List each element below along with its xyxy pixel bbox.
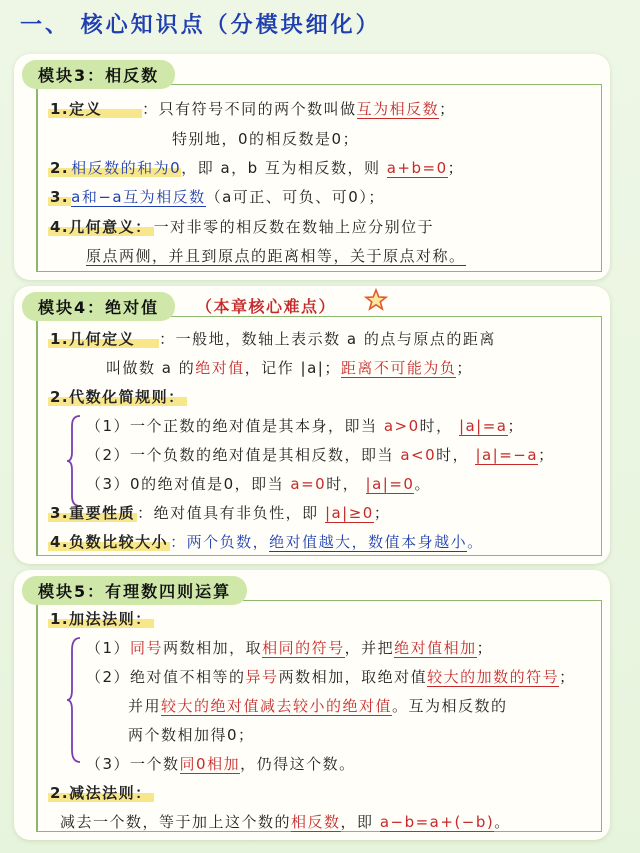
m4-geo-def: 1.几何定义 ：一般地，数轴上表示数 a 的点与原点的距离 (50, 330, 496, 348)
m4-rule-3: （3）0的绝对值是0，即当 a=0时， |a|=0。 (86, 475, 431, 493)
m4-rules-label: 2.代数化简规则： (50, 388, 185, 406)
m4-compare: 4.负数比较大小 ：两个负数，绝对值越大，数值本身越小。 (50, 533, 484, 551)
m5-add-rule-3: （3）一个数同0相加，仍得这个数。 (86, 755, 356, 773)
m4-rule-2: （2）一个负数的绝对值是其相反数，即当 a<0时， |a|=−a； (86, 446, 555, 464)
m3-sum: 2. 相反数的和为0，即 a，b 互为相反数，则 a+b=0； (50, 159, 465, 177)
m5-add-rule-2b: 并用较大的绝对值减去较小的绝对值。互为相反数的 (128, 697, 508, 715)
m5-sub-label: 2.减法法则： (50, 784, 152, 802)
m3-special: 特别地，0的相反数是0； (172, 130, 360, 148)
star-icon (364, 288, 388, 312)
m4-hard-note: （本章核心难点） (196, 297, 337, 316)
module-5-card (14, 570, 610, 840)
m4-rules-brace (66, 414, 82, 508)
m4-property: 3.重要性质 ：绝对值具有非负性，即 |a|≥0； (50, 504, 391, 522)
m3-geometry-cont: 原点两侧，并且到原点的距离相等，关于原点对称。 (86, 247, 466, 265)
m3-sum-formula: a+b=0 (386, 159, 448, 177)
m4-geo-def-cont: 叫做数 a 的绝对值，记作 |a|；距离不可能为负； (106, 359, 473, 377)
m5-sub-rule: 减去一个数，等于加上这个数的相反数，即 a−b=a+(−b)。 (60, 813, 511, 831)
m3-opposite-term: a和−a互为相反数 (71, 188, 206, 206)
m3-def-term: 互为相反数 (356, 100, 440, 118)
page-title: 一、 核心知识点（分模块细化） (20, 13, 381, 38)
module-3-tag: 模块3：相反数 (22, 60, 175, 89)
m3-def-label: 1.定义 (48, 100, 142, 118)
m5-add-rule-2c: 两个数相加得0； (128, 726, 255, 744)
m3-sum-term: 相反数的和为0 (71, 159, 182, 177)
m3-definition: 1.定义 ：只有符号不同的两个数叫做互为相反数； (50, 100, 456, 118)
m5-add-rule-1: （1）同号两数相加，取相同的符号，并把绝对值相加； (86, 639, 494, 657)
module-3-card (14, 54, 610, 280)
module-4-card (14, 286, 610, 564)
m4-nonneg-note: 距离不可能为负 (340, 359, 457, 377)
m5-add-rule-2: （2）绝对值不相等的异号两数相加，取绝对值较大的加数的符号； (86, 668, 576, 686)
m3-geometry: 4.几何意义： 一对非零的相反数在数轴上应分别位于 (50, 218, 435, 236)
m4-rule-1: （1）一个正数的绝对值是其本身，即当 a>0时， |a|=a； (86, 417, 525, 435)
m4-abs-term: 绝对值 (195, 359, 245, 377)
m5-add-label: 1.加法法则： (50, 610, 152, 628)
m5-add-brace (66, 636, 82, 764)
module-5-tag: 模块5：有理数四则运算 (22, 576, 247, 605)
module-4-tag: 模块4：绝对值 (22, 292, 175, 321)
m3-opposite: 3. a和−a互为相反数（a可正、可负、可0）； (50, 188, 385, 206)
